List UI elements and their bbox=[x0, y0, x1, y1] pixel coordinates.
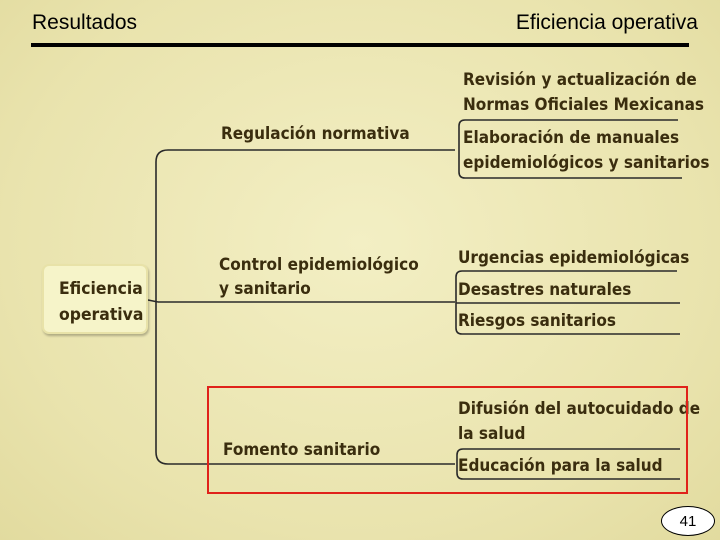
root-node-eficiencia-operativa bbox=[42, 264, 148, 334]
branch-control-epidemiologico bbox=[219, 253, 419, 301]
leaf-line1: Difusión del autocuidado de bbox=[458, 399, 701, 419]
header-right-title: Eficiencia operativa bbox=[515, 11, 698, 34]
leaf-line1: Urgencias epidemiológicas bbox=[458, 248, 690, 268]
branch-label: Regulación normativa bbox=[221, 124, 410, 144]
leaf-line1: Desastres naturales bbox=[458, 280, 632, 300]
leaf-line1: Revisión y actualización de bbox=[463, 70, 697, 90]
leaf-line1: Educación para la salud bbox=[458, 456, 663, 476]
leaf-line1: Elaboración de manuales bbox=[463, 128, 680, 148]
highlight-box-fomento bbox=[207, 386, 688, 494]
leaf-revision-normas bbox=[463, 68, 704, 118]
root-node-line1: Eficiencia bbox=[59, 279, 143, 299]
branch-label-line1: Control epidemiológico bbox=[219, 255, 419, 275]
page-number-badge: 41 bbox=[661, 506, 715, 536]
leaf-elaboracion-manuales bbox=[463, 126, 709, 176]
leaf-line1: Riesgos sanitarios bbox=[458, 311, 617, 331]
header-left-title: Resultados bbox=[32, 11, 138, 34]
branch-label-line2: y sanitario bbox=[219, 279, 311, 299]
leaf-desastres bbox=[458, 278, 631, 303]
leaf-riesgos bbox=[458, 309, 616, 334]
branch-regulacion-normativa bbox=[221, 122, 410, 146]
trunk-line bbox=[156, 150, 168, 464]
leaf-line2: epidemiológicos y sanitarios bbox=[463, 153, 710, 173]
root-node-line2: operativa bbox=[59, 305, 144, 325]
branch-label: Fomento sanitario bbox=[223, 440, 381, 460]
leaf-line2: Normas Oficiales Mexicanas bbox=[463, 95, 705, 115]
leaf-line2: la salud bbox=[458, 424, 526, 444]
leaf-urgencias bbox=[458, 246, 689, 271]
